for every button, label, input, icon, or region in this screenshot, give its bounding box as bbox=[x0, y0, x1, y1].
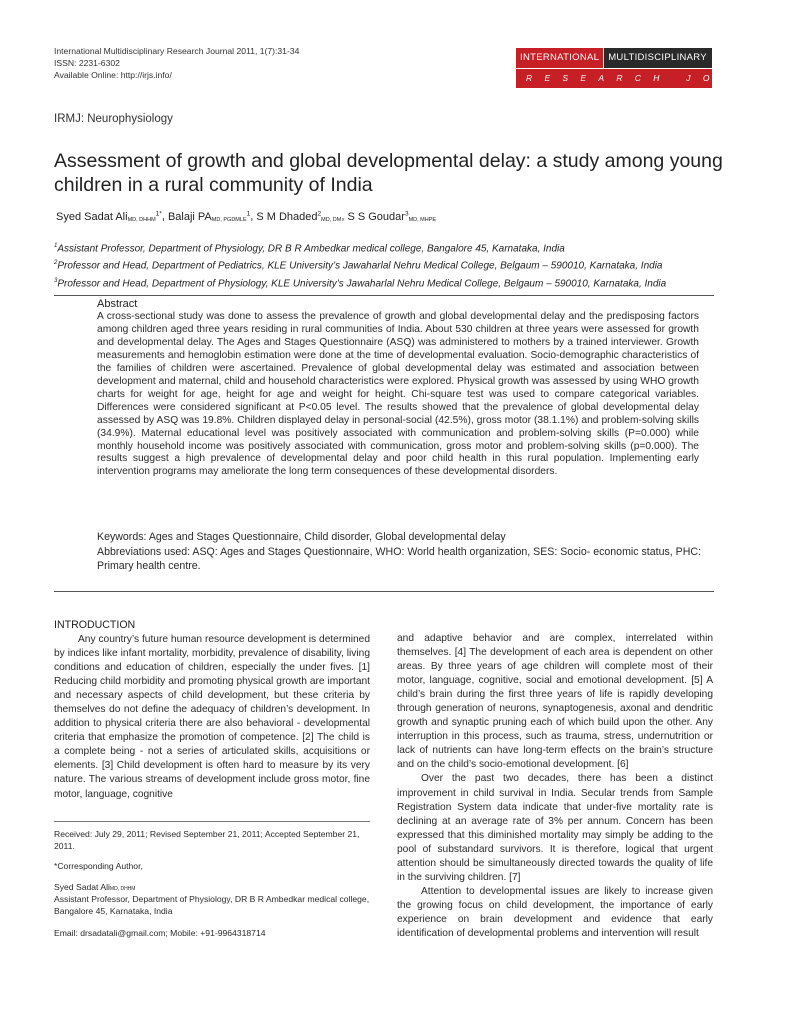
received-dates: Received: July 29, 2011; Revised September 21, 2011; Accepted September 21, 2011. bbox=[54, 829, 360, 851]
author: S M Dhaded$^2_{MD, DM}$ bbox=[256, 210, 342, 223]
affiliation: $^1$Assistant Professor, Department of Physiology, DR B R Ambedkar medical college, Bangalore 45, Karnataka, India bbox=[54, 243, 565, 255]
logo-international: INTERNATIONAL bbox=[516, 48, 603, 68]
divider bbox=[54, 295, 714, 296]
affiliation: $^3$Professor and Head, Department of Physiology, KLE University’s Jawaharlal Nehru Medical College, Belgaum – 590010, Karnataka, India bbox=[54, 277, 667, 289]
paragraph: Attention to developmental issues are likely to increase given the growing focus on child development, the importance of early experience on brain development and evidence that early identification of developmental problems and intervention will result bbox=[397, 885, 713, 939]
author: S S Goudar$^3_{MD, MHPE}$ bbox=[347, 210, 437, 223]
body-column-right bbox=[397, 632, 713, 941]
introduction-heading: INTRODUCTION bbox=[54, 619, 136, 631]
paragraph: and adaptive behavior and are complex, interrelated within themselves. [4] The development of each area is dependent on other areas. By three years of age children will complete most of their motor, language, cognitive, social and emotional development. [5] A child’s brain during the first three years of life is rapidly developing through generation of neurons, synaptogenesis, axonal and dendritic growth and synaptic pruning each of which build upon the other. Any interruption in this process, such as trauma, stress, undernutrition or lack of nutrients can have long-term effects on the brain’s structure and on the child’s socio-emotional development. [6] bbox=[397, 633, 713, 771]
logo-multidisciplinary: MULTIDISCIPLINARY bbox=[603, 48, 712, 68]
logo-research-journal: RESEARCH JOURNAL bbox=[516, 69, 712, 88]
body-column-left bbox=[54, 633, 370, 802]
journal-logo bbox=[516, 48, 812, 88]
abbreviations: Abbreviations used: ASQ: Ages and Stages Questionnaire, WHO: World health organization, SES: Socio- economic status, PHC: Primary health centre. bbox=[97, 545, 701, 572]
author-list: Syed Sadat Ali$_{MD, DHHM}^{1*}$, Balaji $PA_{MD, PGDMLE}^1$, S M Dhaded$^2_{MD, DM}$, S S Goudar$^3_{MD, MHPE}$ bbox=[56, 210, 437, 223]
divider bbox=[54, 591, 714, 592]
abstract-text: A cross-sectional study was done to assess the prevalence of growth and global developmental delay and the predisposing factors among children aged three years residing in rural communities of India. About 530 children at three years were assessed for growth and developmental delay. The Ages and Stages Questionnaire (ASQ) was administered to mothers by a trained interviewer. Growth measurements and hemoglobin estimation were done at the time of developmental evaluation. Socio-demographic characteristics of the families of children were ascertained. Prevalence of global developmental delay was estimated and association between development and maternal, child and household characteristics were explored. Physical growth was assessed by using WHO growth charts for weight for age, height for age and weight for height. Chi-square test was used to compare categorical variables. Differences were considered significant at P<0.05 level. The results showed that the prevalence of global developmental delay assessed by ASQ was 19.8%. Children displayed delay in personal-social (42.5%), gross motor (38.1.1%) and problem-solving skills (34.9%). Maternal educational level was positively associated with communication and problem-solving skills (P=0.000) while monthly household income was positively associated with communication, gross motor and problem-solving skills (p=0.000). The results suggest a high prevalence of developmental delay and poor child health in this rural population. Implementing early intervention programs may ameliorate the long term consequences of these developmental disorders. bbox=[97, 311, 699, 478]
keywords: Keywords: Ages and Stages Questionnaire, Child disorder, Global developmental delay bbox=[97, 531, 506, 543]
available-online: Available Online: http://irjs.info/ bbox=[54, 70, 172, 80]
issn: ISSN: 2231-6302 bbox=[54, 58, 120, 68]
footnote-divider bbox=[54, 821, 370, 822]
corresponding-name: Syed Sadat AliMD, DHHM bbox=[54, 882, 136, 892]
keywords-block bbox=[97, 530, 717, 574]
affiliations bbox=[54, 239, 666, 291]
journal-citation: International Multidisciplinary Research Journal 2011, 1(7):31-34 bbox=[54, 46, 300, 56]
corresponding-author: *Corresponding Author, bbox=[54, 861, 143, 871]
contact-info: Email: drsadatali@gmail.com; Mobile: +91-9964318714 bbox=[54, 928, 266, 938]
corresponding-address: Assistant Professor, Department of Physiology, DR B R Ambedkar medical college, Bangalore 45, Karnataka, India bbox=[54, 894, 370, 916]
paragraph: Over the past two decades, there has been a distinct improvement in child survival in India. Secular trends from Sample Registration System data indicate that under-five mortality rate is declining at an average rate of 3% per annum. Concern has been expressed that this diminished mortality may simply be adding to the pool of substandard survivors. It is therefore, logical that urgent attention should be simultaneously directed towards the quality of life in the surviving children. [7] bbox=[397, 773, 713, 883]
author: Balaji $PA_{MD, PGDMLE}^1$ bbox=[167, 210, 251, 223]
author: Syed Sadat Ali$_{MD, DHHM}^{1*}$ bbox=[56, 210, 162, 223]
paragraph: Any country’s future human resource development is determined by indices like infant mortality, morbidity, prevalence of disability, living conditions and education of children, especially the under fives. [1] Reducing child morbidity and promoting physical growth are important and necessary aspects of child development, but these criteria by themselves do not define the adequacy of children’s development. In addition to physical criteria there are also behavioral - developmental criteria that emphasize the promotion of competence. [2] The child is a complete being - not a series of articulated skills, acquisitions or elements. [3] Child development is often hard to measure by its very nature. The various streams of development include gross motor, fine motor, language, cognitive bbox=[54, 634, 370, 800]
journal-header bbox=[54, 45, 299, 81]
affiliation: $^2$Professor and Head, Department of Pediatrics, KLE University’s Jawaharlal Nehru Medical College, Belgaum – 590010, Karnataka, India bbox=[54, 260, 663, 272]
abstract-heading: Abstract bbox=[97, 298, 138, 310]
section-label: IRMJ: Neurophysiology bbox=[54, 113, 173, 125]
paper-title: Assessment of growth and global developmental delay: a study among young children in a rural community of India bbox=[54, 150, 723, 196]
